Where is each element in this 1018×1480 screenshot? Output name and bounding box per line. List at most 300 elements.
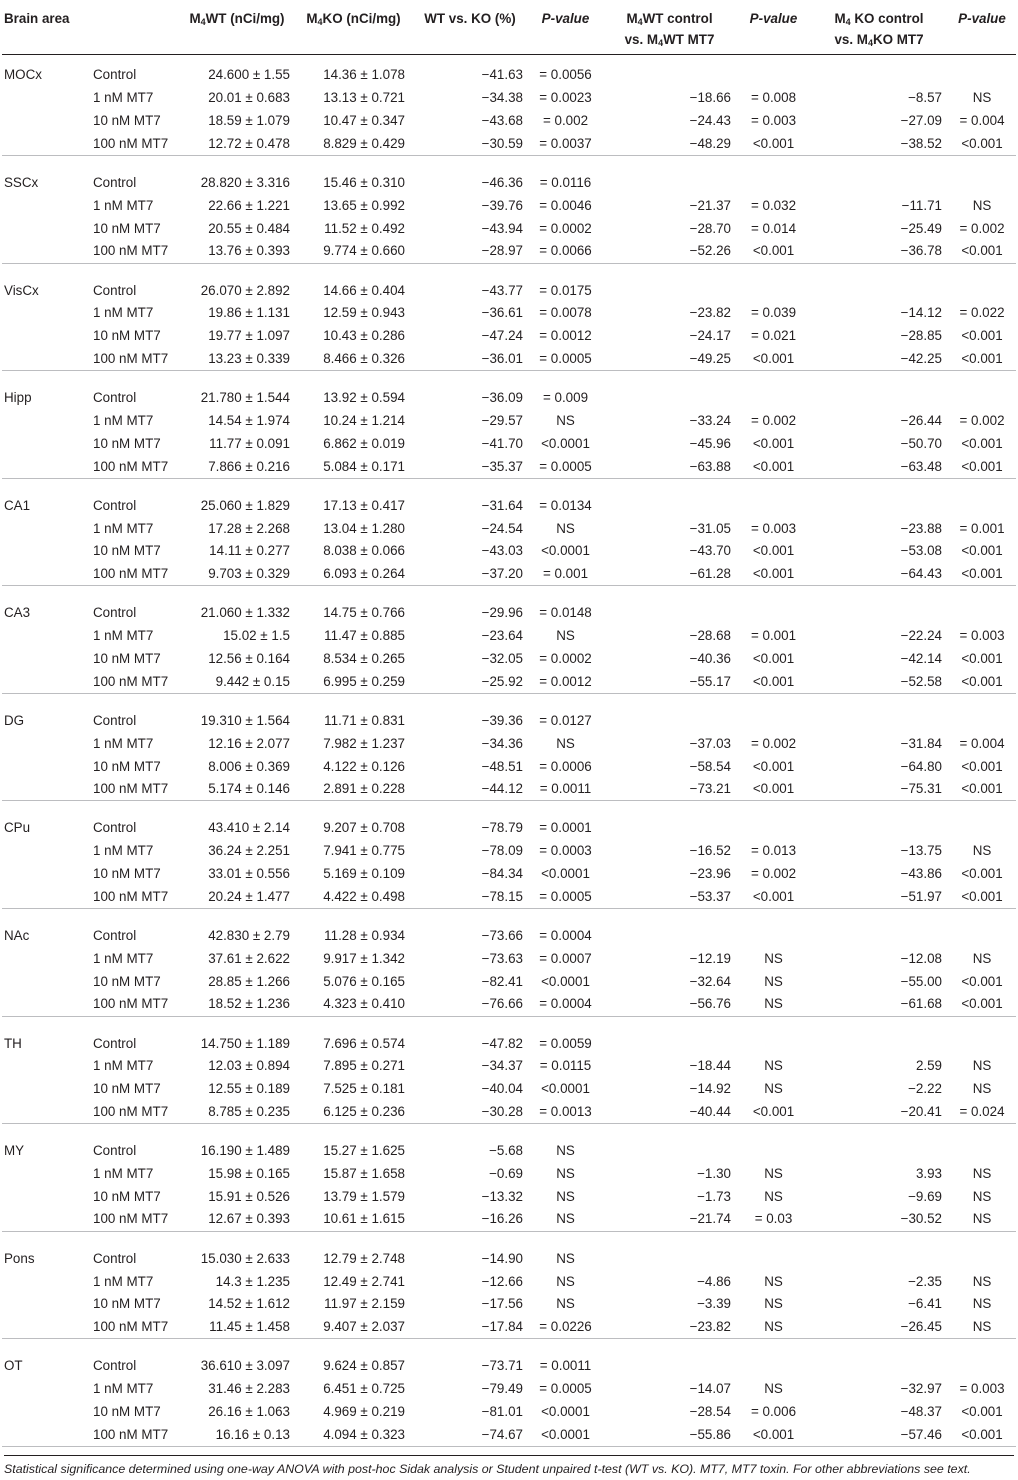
brain-area-cell [2,1101,90,1124]
p-value-cell [948,1140,1016,1163]
value-cell: −3.39 [697,1296,731,1312]
table-row [2,325,1016,348]
table-row [2,670,1016,693]
column-header: P-value [737,0,810,54]
p-value-cell: = 0.002 [750,735,797,751]
value-cell: 12.79 ± 2.748 [323,1250,405,1266]
column-header: $M_4KO$ (nCi/mg) [296,0,411,54]
value-cell: 4.122 ± 0.126 [323,758,405,774]
table-header [2,0,1016,54]
table-row [2,494,1016,517]
value-cell: 11.97 ± 2.159 [324,1296,405,1312]
value-cell: −29.96 [481,605,523,621]
table-row [2,817,1016,840]
value-cell: 20.24 ± 1.477 [178,886,296,909]
p-value-cell: = 0.0059 [539,1035,592,1051]
condition-cell: 10 nM MT7 [93,758,161,774]
value-cell: −52.26 [602,240,737,263]
value-cell: 13.76 ± 0.393 [178,240,296,263]
value-cell: −51.97 [810,886,948,909]
brain-area-cell: CPu [4,820,31,836]
column-header: P-value [948,0,1016,54]
condition-cell: 10 nM MT7 [93,866,161,882]
table-row [2,863,1016,886]
table-row [2,133,1016,156]
value-cell: −26.45 [810,1316,948,1339]
table-row [2,1078,1016,1101]
p-value-cell: <0.001 [948,563,1016,586]
value-cell: −37.20 [411,563,529,586]
value-cell: −31.05 [689,520,731,536]
p-value-cell: = 0.0116 [539,175,592,190]
table-row [2,1270,1016,1293]
value-cell: −43.77 [481,282,523,298]
column-header: $M_4WT$ (nCi/mg) [178,0,296,54]
table-row [2,1101,1016,1124]
p-value-cell: = 0.0005 [539,1381,592,1397]
p-value-cell [737,279,810,302]
value-cell: −24.43 [689,113,731,129]
value-cell [810,1032,948,1055]
p-value-cell: = 0.022 [959,305,1005,321]
p-value-cell: <0.001 [961,328,1003,344]
value-cell: 3.93 [915,1165,942,1181]
table-row [2,709,1016,732]
p-value-cell: <0.001 [752,543,795,559]
value-cell: −28.70 [689,220,731,236]
table-row [2,64,1016,87]
value-cell: 10.24 ± 1.214 [323,413,405,429]
value-cell [810,172,948,195]
p-value-cell: NS [764,1165,783,1181]
value-cell: −75.31 [810,778,948,801]
p-value-cell: = 0.0003 [539,843,592,859]
brain-area-cell [2,455,90,478]
value-cell: −47.82 [481,1035,523,1051]
value-cell: −57.46 [810,1423,948,1446]
p-value-cell: NS [948,1316,1016,1339]
condition-cell: 100 nM MT7 [90,670,178,693]
p-value-cell: NS [972,1188,992,1204]
value-cell: 13.79 ± 1.579 [323,1188,405,1204]
p-value-cell: = 0.032 [750,197,797,213]
p-value-cell: = 0.003 [750,113,797,129]
value-cell: −40.36 [689,651,731,667]
value-cell: −36.01 [411,348,529,371]
p-value-cell: = 0.014 [750,220,797,236]
value-cell: −28.97 [411,240,529,263]
table-row [2,194,1016,217]
p-value-cell: <0.001 [737,1423,810,1446]
value-cell: 12.72 ± 0.478 [178,133,296,156]
table-row [2,993,1016,1016]
value-cell: −58.54 [689,758,731,774]
p-value-cell: <0.0001 [541,1403,590,1419]
value-cell: 36.24 ± 2.251 [208,843,290,859]
value-cell: −45.96 [689,435,731,451]
value-cell: 12.67 ± 0.393 [178,1208,296,1231]
value-cell: −11.71 [901,197,942,213]
value-cell: −78.79 [481,820,523,836]
brain-area-cell [2,110,90,133]
condition-cell: 1 nM MT7 [93,1381,154,1397]
value-cell: 13.65 ± 0.992 [323,197,405,213]
value-cell: 19.310 ± 1.564 [200,712,290,728]
p-value-cell: NS [556,1188,575,1204]
value-cell: −21.74 [602,1208,737,1231]
p-value-cell: = 0.0013 [529,1101,602,1124]
value-cell: −84.34 [481,866,523,882]
condition-cell: 100 nM MT7 [90,348,178,371]
value-cell: −43.94 [481,220,523,236]
p-value-cell: = 0.024 [948,1101,1016,1124]
table-row [2,886,1016,909]
brain-area-cell [2,302,90,325]
table-row [2,648,1016,671]
value-cell: 10.61 ± 1.615 [296,1208,411,1231]
value-cell: −34.38 [481,90,523,106]
brain-area-cell [2,1401,90,1424]
value-cell: −2.35 [908,1273,942,1289]
p-value-cell: NS [972,1081,992,1097]
p-value-cell: <0.001 [948,240,1016,263]
p-value-cell: = 0.0005 [529,348,602,371]
p-value-cell: <0.001 [948,993,1016,1016]
value-cell: −36.78 [810,240,948,263]
value-cell: −32.05 [481,651,523,667]
p-value-cell [948,1032,1016,1055]
p-value-cell: = 0.0005 [529,455,602,478]
p-value-cell: NS [556,1273,575,1289]
table-row [2,1378,1016,1401]
value-cell: −63.48 [810,455,948,478]
table-row [2,1163,1016,1186]
value-cell: −22.24 [900,628,942,644]
value-cell: −39.36 [481,712,523,728]
brain-area-cell: DG [4,712,25,728]
condition-cell: Control [93,497,137,513]
value-cell [810,279,948,302]
p-value-cell: NS [737,993,810,1016]
table-row [2,1401,1016,1424]
condition-cell: 100 nM MT7 [90,886,178,909]
value-cell: 14.750 ± 1.189 [200,1035,290,1051]
condition-cell: 1 nM MT7 [93,950,154,966]
p-value-cell: <0.001 [948,348,1016,371]
column-header: $M_4WT$ control vs. $M_4WT$ MT7 [602,0,737,54]
value-cell: −30.59 [411,133,529,156]
condition-cell: 10 nM MT7 [93,1188,161,1204]
p-value-cell: <0.001 [737,133,810,156]
value-cell: −0.69 [489,1165,523,1181]
value-cell: −12.19 [689,950,731,966]
table-row [2,540,1016,563]
condition-cell: 10 nM MT7 [93,1403,161,1419]
value-cell: −61.28 [602,563,737,586]
value-cell: −55.17 [602,670,737,693]
p-value-cell: = 0.001 [750,628,797,644]
value-cell: −37.03 [689,735,731,751]
value-cell: 26.070 ± 2.892 [200,282,290,298]
value-cell: −53.37 [602,886,737,909]
value-cell: −12.66 [481,1273,523,1289]
value-cell: 10.43 ± 0.286 [323,328,405,344]
value-cell: 9.774 ± 0.660 [296,240,411,263]
table-row [2,778,1016,801]
p-value-cell: = 0.004 [959,735,1005,751]
value-cell [810,64,948,87]
p-value-cell: NS [972,197,992,213]
value-cell: 15.27 ± 1.625 [323,1143,405,1159]
value-cell: 24.600 ± 1.55 [208,67,290,83]
brain-area-cell [2,732,90,755]
p-value-cell: NS [737,1316,810,1339]
value-cell: −81.01 [481,1403,523,1419]
brain-area-cell [2,1163,90,1186]
value-cell: −33.24 [689,413,731,429]
value-cell: −16.26 [411,1208,529,1231]
value-cell: −55.86 [602,1423,737,1446]
value-cell: 43.410 ± 2.14 [208,820,290,836]
value-cell: 12.56 ± 0.164 [208,651,290,667]
brain-area-cell: MOCx [4,67,42,83]
value-cell [810,387,948,410]
value-cell: 7.982 ± 1.237 [323,735,405,751]
brain-area-cell: VisCx [4,282,39,298]
condition-cell: 1 nM MT7 [93,735,154,751]
value-cell: −17.56 [481,1296,523,1312]
value-cell [602,925,737,948]
p-value-cell: = 0.001 [959,520,1005,536]
value-cell: 5.174 ± 0.146 [178,778,296,801]
p-value-cell: = 0.03 [737,1208,810,1231]
value-cell: 12.49 ± 2.741 [323,1273,405,1289]
value-cell: −14.92 [689,1081,731,1097]
value-cell: −28.54 [689,1403,731,1419]
p-value-cell: NS [764,1081,783,1097]
p-value-cell [737,1032,810,1055]
condition-cell: 100 nM MT7 [90,455,178,478]
p-value-cell: = 0.002 [959,220,1005,236]
table-body [2,54,1016,1446]
p-value-cell [948,1247,1016,1270]
value-cell: −43.86 [900,866,942,882]
value-cell: −44.12 [411,778,529,801]
condition-cell: 1 nM MT7 [93,843,154,859]
value-cell: 14.3 ± 1.235 [215,1273,290,1289]
p-value-cell: = 0.0005 [529,886,602,909]
condition-cell: Control [93,1035,137,1051]
brain-area-cell: CA3 [4,605,31,621]
p-value-cell [737,1355,810,1378]
brain-area-cell [2,348,90,371]
p-value-cell: <0.001 [737,670,810,693]
brain-area-cell [2,840,90,863]
value-cell: −13.75 [900,843,942,859]
value-cell: 9.624 ± 0.857 [323,1358,405,1374]
value-cell: −41.63 [481,67,523,83]
value-cell: 28.85 ± 1.266 [208,973,290,989]
p-value-cell: NS [556,735,575,751]
value-cell: 2.59 [915,1058,942,1074]
p-value-cell: <0.001 [752,435,795,451]
p-value-cell: <0.001 [961,866,1003,882]
p-value-cell: = 0.0001 [539,820,592,836]
brain-area-cell [2,1423,90,1446]
value-cell: −27.09 [900,113,942,129]
value-cell: −8.57 [908,90,942,106]
value-cell: 8.785 ± 0.235 [178,1101,296,1124]
brain-area-cell [2,563,90,586]
value-cell: −43.03 [481,543,523,559]
condition-cell: 1 nM MT7 [93,1165,154,1181]
p-value-cell [948,925,1016,948]
p-value-cell: <0.001 [737,886,810,909]
value-cell: 14.66 ± 0.404 [323,282,405,298]
p-value-cell: = 0.003 [959,1381,1005,1397]
value-cell [810,709,948,732]
value-cell: 19.86 ± 1.131 [208,305,290,321]
condition-cell: Control [93,605,137,621]
condition-cell: 100 nM MT7 [90,240,178,263]
p-value-cell: = 0.0011 [529,778,602,801]
p-value-cell [948,172,1016,195]
brain-area-cell [2,325,90,348]
p-value-cell: NS [556,1250,575,1266]
brain-area-cell [2,1055,90,1078]
p-value-cell: = 0.0023 [539,90,592,106]
p-value-cell: <0.001 [737,1101,810,1124]
p-value-cell: <0.0001 [541,1081,590,1097]
p-value-cell: <0.0001 [541,866,590,882]
p-value-cell [737,817,810,840]
p-value-cell [948,817,1016,840]
value-cell: −31.84 [900,735,942,751]
p-value-cell: = 0.013 [750,843,797,859]
value-cell: 6.451 ± 0.725 [323,1381,405,1397]
value-cell [602,387,737,410]
value-cell: −32.64 [689,973,731,989]
table-row [2,1423,1016,1446]
p-value-cell: = 0.003 [750,520,797,536]
table-row [2,925,1016,948]
value-cell [810,494,948,517]
p-value-cell: NS [972,843,992,859]
p-value-cell: NS [556,413,575,429]
value-cell: 20.01 ± 0.683 [208,90,290,106]
table-row [2,172,1016,195]
p-value-cell: <0.0001 [529,1423,602,1446]
value-cell: 14.36 ± 1.078 [323,67,405,83]
value-cell: −63.88 [602,455,737,478]
value-cell: 7.525 ± 0.181 [323,1081,405,1097]
condition-cell: 10 nM MT7 [93,435,161,451]
p-value-cell: NS [972,1058,992,1074]
value-cell: 6.125 ± 0.236 [296,1101,411,1124]
p-value-cell: <0.001 [948,778,1016,801]
table-row [2,1247,1016,1270]
p-value-cell: = 0.0002 [539,651,592,667]
p-value-cell: = 0.0011 [539,1358,592,1374]
value-cell: −50.70 [900,435,942,451]
table-row [2,563,1016,586]
table-row [2,970,1016,993]
value-cell: 15.91 ± 0.526 [208,1188,290,1204]
p-value-cell [948,602,1016,625]
condition-cell: 10 nM MT7 [93,1081,161,1097]
value-cell: 8.829 ± 0.429 [296,133,411,156]
value-cell: −29.57 [481,413,523,429]
p-value-cell [737,709,810,732]
value-cell: 25.060 ± 1.829 [200,497,290,513]
value-cell: −61.68 [810,993,948,1016]
condition-cell: 10 nM MT7 [93,328,161,344]
value-cell [810,925,948,948]
value-cell: −30.28 [411,1101,529,1124]
value-cell: −82.41 [481,973,523,989]
brain-area-cell [2,410,90,433]
condition-cell: 100 nM MT7 [90,133,178,156]
condition-cell: Control [93,175,137,190]
value-cell: 7.941 ± 0.775 [323,843,405,859]
value-cell: −9.69 [908,1188,942,1204]
p-value-cell: = 0.0175 [539,282,592,298]
condition-cell: 100 nM MT7 [90,778,178,801]
value-cell: −43.70 [689,543,731,559]
value-cell: −23.64 [481,628,523,644]
value-cell: 5.169 ± 0.109 [323,866,405,882]
condition-cell: Control [93,712,137,728]
p-value-cell [737,172,810,195]
table-row [2,625,1016,648]
p-value-cell [737,1247,810,1270]
value-cell: −42.14 [900,651,942,667]
value-cell [810,817,948,840]
p-value-cell: NS [556,520,575,536]
p-value-cell: NS [529,1208,602,1231]
column-header [90,0,178,54]
brain-area-cell [2,947,90,970]
value-cell: 37.61 ± 2.622 [208,950,290,966]
p-value-cell: = 0.003 [959,628,1005,644]
value-cell [810,1247,948,1270]
value-cell: 15.98 ± 0.165 [208,1165,290,1181]
p-value-cell: = 0.006 [750,1403,797,1419]
brain-area-cell: MY [4,1143,25,1159]
brain-area-cell [2,648,90,671]
p-value-cell: = 0.001 [529,563,602,586]
value-cell: −32.97 [900,1381,942,1397]
brain-area-cell [2,970,90,993]
value-cell: −48.37 [900,1403,942,1419]
brain-area-cell [2,863,90,886]
brain-area-cell [2,1293,90,1316]
value-cell: 16.16 ± 0.13 [178,1423,296,1446]
brain-area-cell [2,217,90,240]
condition-cell: 100 nM MT7 [90,563,178,586]
value-cell: −2.22 [908,1081,942,1097]
value-cell: −43.68 [481,113,523,129]
value-cell: −28.68 [689,628,731,644]
table-row [2,602,1016,625]
value-cell: 28.820 ± 3.316 [200,175,290,190]
value-cell: 13.04 ± 1.280 [323,520,405,536]
value-cell: −35.37 [411,455,529,478]
condition-cell: 10 nM MT7 [93,113,161,129]
table-row [2,279,1016,302]
condition-cell: Control [93,927,137,943]
value-cell: 6.093 ± 0.264 [296,563,411,586]
